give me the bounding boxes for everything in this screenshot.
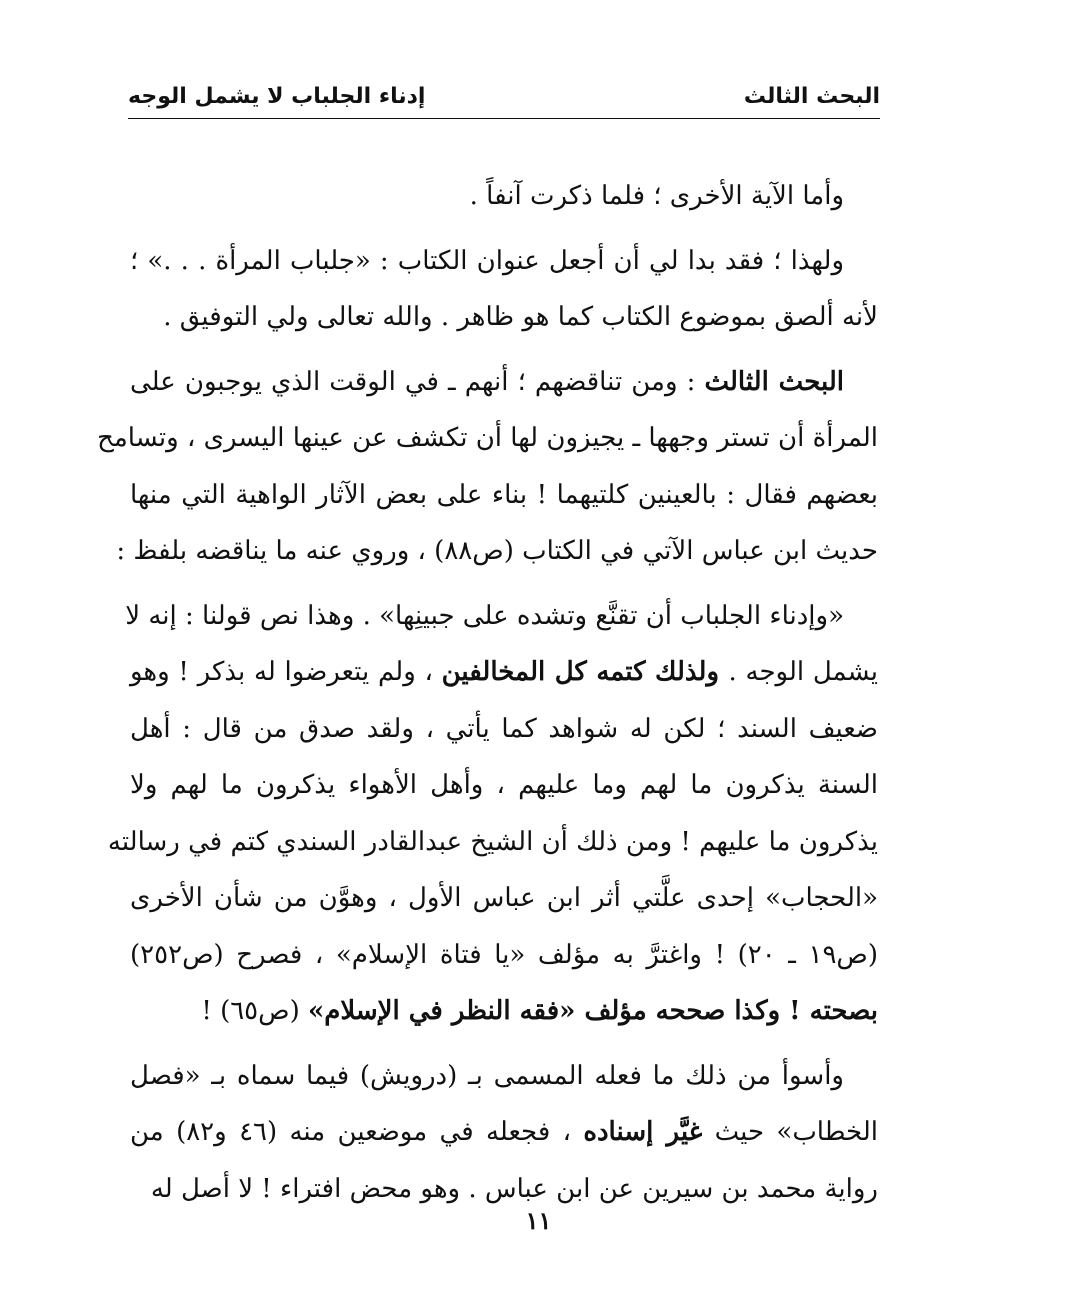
bold-text: غيَّر إسناده [583, 1117, 703, 1147]
text-line: وأما الآية الأخرى ؛ فلما ذكرت آنفاً . [469, 181, 844, 211]
text-line: ولهذا ؛ فقد بدا لي أن أجعل عنوان الكتاب : «جلباب المرأة . . .» ؛ [130, 245, 844, 276]
book-title: إدناء الجلباب لا يشمل الوجه [128, 83, 426, 109]
text-line [130, 1104, 878, 1161]
text-line: رواية محمد بن سيرين عن ابن عباس . وهو محض افتراء ! لا أصل له [150, 1173, 878, 1204]
section-heading: البحث الثالث [704, 366, 844, 397]
paragraph [107, 588, 879, 1040]
text-run: : ومن تناقضهم ؛ أنهم ـ في الوقت الذي يوجبون على [130, 366, 705, 397]
text-line: يذكرون ما عليهم ! ومن ذلك أن الشيخ عبدالقادر السندي كتم في رسالته [107, 826, 878, 857]
text-line [130, 354, 878, 411]
text-line: (ص١٩ ـ ٢٠) ! واغترَّ به مؤلف «يا فتاة الإسلام» ، فصرح (ص٢٥٢) [130, 939, 878, 970]
header-rule [128, 118, 880, 119]
text-line: ضعيف السند ؛ لكن له شواهد كما يأتي ، ولقد صدق من قال : أهل [130, 713, 878, 744]
text-line [130, 644, 878, 701]
chapter-title: البحث الثالث [743, 83, 880, 109]
paragraph [130, 1048, 878, 1218]
text-line: لأنه ألصق بموضوع الكتاب كما هو ظاهر . والله تعالى ولي التوفيق . [163, 302, 878, 332]
text-run: ، فجعله في موضعين منه (٤٦ و٨٢) من [130, 1117, 584, 1147]
running-header [128, 76, 880, 116]
text-run: ، ولم يتعرضوا له بذكر ! وهو [130, 657, 442, 687]
text-line: السنة يذكرون ما لهم وما عليهم ، وأهل الأهواء يذكرون ما لهم ولا [130, 770, 878, 800]
paragraph [130, 168, 878, 225]
page-number: ١١ [525, 1206, 552, 1235]
paragraph [130, 233, 878, 346]
text-run: يشمل الوجه . [728, 657, 879, 687]
bold-text: بصحته ! وكذا صححه مؤلف «فقه النظر في الإسلام» [308, 996, 878, 1026]
text-line [130, 983, 878, 1040]
text-line: حديث ابن عباس الآتي في الكتاب (ص٨٨) ، وروي عنه ما يناقضه بلفظ : [116, 536, 878, 566]
body-text [97, 168, 879, 1217]
paragraph [97, 354, 878, 580]
text-run: الخطاب» حيث [702, 1117, 878, 1147]
text-line: «الحجاب» إحدى علَّتي أثر ابن عباس الأول ، وهوَّن من شأن الأخرى [130, 883, 878, 913]
bold-text: ولذلك كتمه كل المخالفين [441, 657, 729, 687]
text-line: المرأة أن تستر وجهها ـ يجيزون لها أن تكشف عن عينها اليسرى ، وتسامح [97, 423, 878, 453]
text-line: وأسوأ من ذلك ما فعله المسمى بـ (درويش) فيما سماه بـ «فصل [130, 1060, 844, 1091]
text-line: بعضهم فقال : بالعينين كلتيهما ! بناء على بعض الآثار الواهية التي منها [130, 479, 878, 510]
text-run: (ص٦٥) ! [201, 996, 308, 1026]
text-line: «وإدناء الجلباب أن تقنَّع وتشده على جبينِها» . وهذا نص قولنا : إنه لا [125, 600, 844, 631]
